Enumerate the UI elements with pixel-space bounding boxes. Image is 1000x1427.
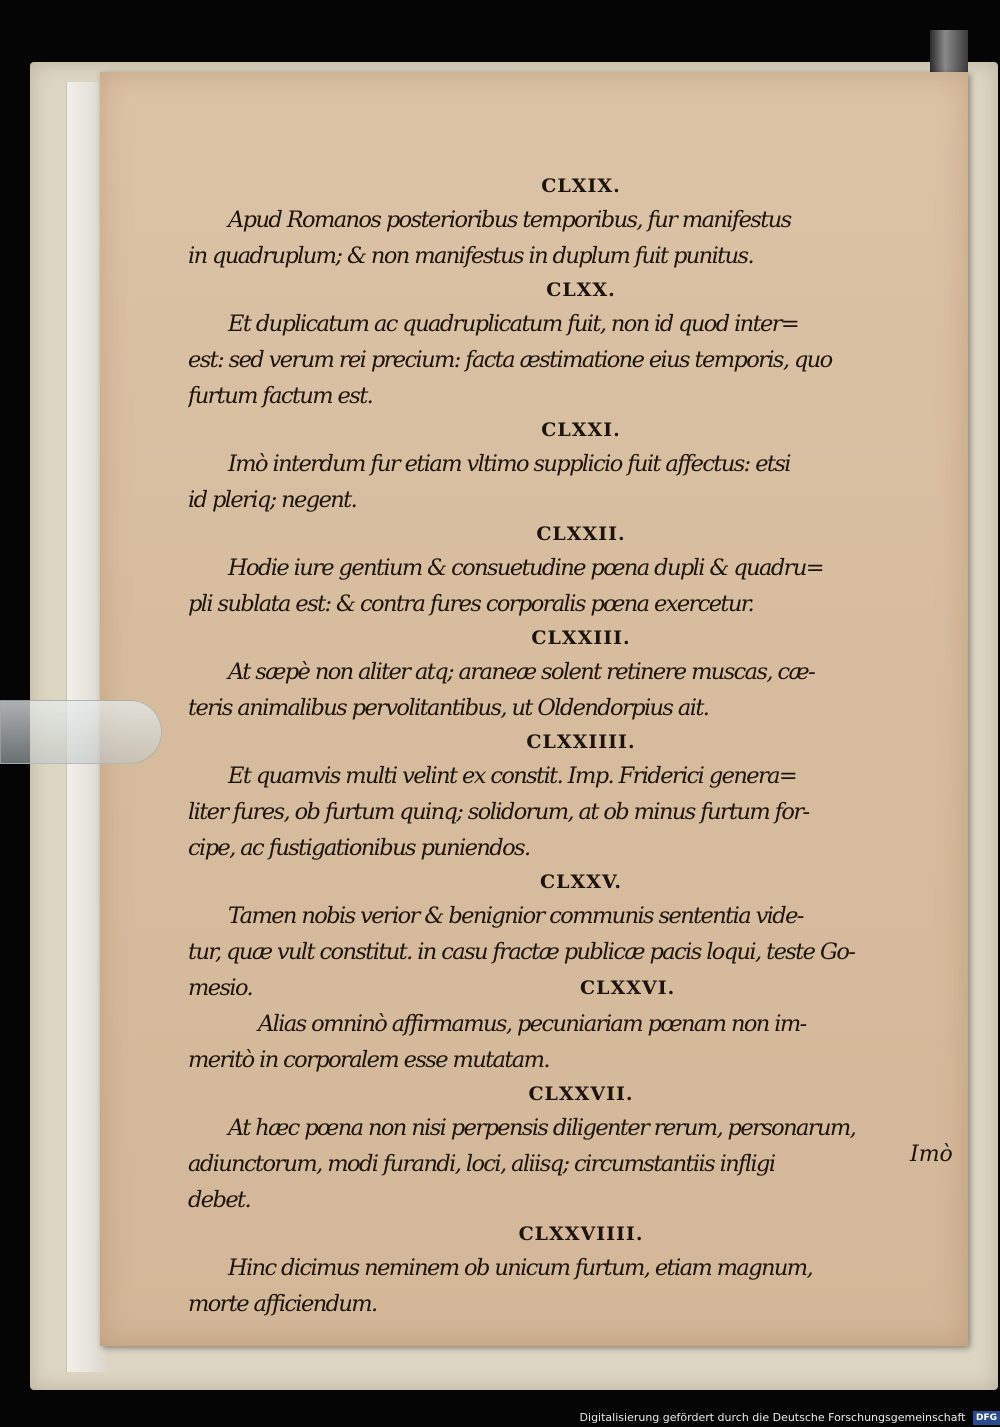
- section-numeral: CLXXV.: [540, 871, 622, 893]
- text-line: est: sed verum rei precium: facta æstimatione eius temporis, quo: [188, 347, 832, 373]
- dfg-logo: DFG: [973, 1411, 1000, 1425]
- section-clxxvi: [188, 1006, 974, 1078]
- text-line: debet.: [188, 1187, 251, 1213]
- text-line: Tamen nobis verior & benignior communis sententia vide-: [228, 903, 803, 929]
- text-line: furtum factum est.: [188, 383, 373, 409]
- credit-text: Digitalisierung gefördert durch die Deutsche Forschungsgemeinschaft: [579, 1411, 966, 1424]
- text-line: meritò in corporalem esse mutatam.: [188, 1047, 549, 1073]
- text-line: in quadruplum; & non manifestus in duplum fuit punitus.: [188, 243, 754, 269]
- text-line: mesio.: [188, 975, 253, 1001]
- text-line: Hinc dicimus neminem ob unicum furtum, etiam magnum,: [228, 1255, 813, 1281]
- section-numeral: CLXXII.: [536, 523, 626, 545]
- section-clxxviiii: [188, 1218, 974, 1322]
- section-numeral: CLXXI.: [541, 419, 621, 441]
- section-numeral: CLXXVI.: [580, 977, 676, 999]
- digitization-credit: [560, 1408, 1000, 1427]
- section-numeral: CLXIX.: [541, 175, 621, 197]
- text-line: Et duplicatum ac quadruplicatum fuit, non id quod inter=: [228, 311, 799, 337]
- section-clxxiii: [188, 622, 974, 726]
- text-line: cipe, ac fustigationibus puniendos.: [188, 835, 530, 861]
- catchword: Imò: [910, 1142, 953, 1167]
- text-line: At sæpè non aliter atq; araneæ solent retinere muscas, cæ-: [228, 659, 815, 685]
- text-line: id pleriq; negent.: [188, 487, 357, 513]
- text-line: Hodie iure gentium & consuetudine pœna dupli & quadru=: [228, 555, 823, 581]
- section-clxxi: [188, 414, 974, 518]
- text-line: At hæc pœna non nisi perpensis diligenter rerum, personarum,: [228, 1115, 856, 1141]
- section-numeral: CLXXIIII.: [526, 731, 636, 753]
- page-text: [188, 170, 974, 1322]
- section-numeral: CLXXVII.: [528, 1083, 634, 1105]
- section-clxxii: [188, 518, 974, 622]
- text-line: Apud Romanos posterioribus temporibus, fur manifestus: [228, 207, 791, 233]
- section-clxxiiii: [188, 726, 974, 866]
- section-numeral: CLXXVIIII.: [518, 1223, 644, 1245]
- text-line: Alias omninò affirmamus, pecuniariam pœnam non im-: [258, 1011, 806, 1037]
- section-clxix: [188, 170, 974, 274]
- section-clxxvii: [188, 1078, 974, 1218]
- page-holder-spatula: [0, 700, 162, 764]
- text-line: Imò interdum fur etiam vltimo supplicio fuit affectus: etsi: [228, 451, 790, 477]
- text-line: morte afficiendum.: [188, 1291, 377, 1317]
- text-line: adiunctorum, modi furandi, loci, aliisq; circumstantiis infligi: [188, 1151, 775, 1177]
- text-line: tur, quæ vult constitut. in casu fractæ publicæ pacis loqui, teste Go-: [188, 939, 855, 965]
- text-line: Et quamvis multi velint ex constit. Imp. Friderici genera=: [228, 763, 797, 789]
- text-line: teris animalibus pervolitantibus, ut Oldendorpius ait.: [188, 695, 709, 721]
- text-line: pli sublata est: & contra fures corporalis pœna exercetur.: [188, 591, 753, 617]
- section-clxx: [188, 274, 974, 414]
- section-clxxv: [188, 866, 974, 1006]
- text-line-with-numeral: [188, 970, 974, 1006]
- text-line: liter fures, ob furtum quinq; solidorum, at ob minus furtum for-: [188, 799, 809, 825]
- section-numeral: CLXX.: [546, 279, 616, 301]
- section-numeral: CLXXIII.: [531, 627, 631, 649]
